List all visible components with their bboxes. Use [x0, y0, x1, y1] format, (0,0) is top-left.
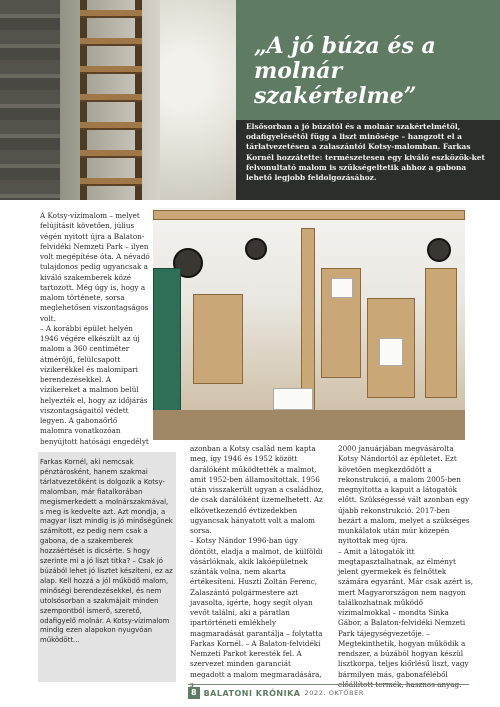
- article-title: „A jó búza és a molnár szakértelme”: [254, 33, 436, 109]
- page-footer: [188, 687, 364, 699]
- info-sign: [379, 338, 403, 366]
- ladder-rung: [80, 38, 142, 46]
- column-middle: [190, 444, 326, 690]
- paragraph: – Kotsy Nándor 1996-ban úgy döntött, eladja a malmot, de külföldi vásárlóknak, akik lakóépületnek szánták volna, nem akarta értékesíteni. Huszti Zoltán Ferenc, Zalaszántó polgármestere azt javasolta, igérte, hogy segít olyan vevőt találni, aki a páratlan ipartörténeti emlékhely magmaradását garantálja – folytatta Farkas Kornél. – A Balaton-felvidéki Nemzeti Parkot keresték fel. A szervezet minden garanciát megadott a malom megmaradására,: [190, 536, 323, 679]
- paragraph: – Amit a látogatók itt megtapasztalhatnak, az élményt jelent gyermekek és felnőttek számára egyaránt. Már csak azért is, mert Magyarországon nem nagyon találkozhatnak működő vízimalmokkal – mondta Sinka Gábor, a Balaton-felvidéki Nemzeti Park tájegységvezetője. – Megtekinthetik, hogyan működik a rendszer, a búzából hogyan készül lisztkorpa, teljes kiőrlésű liszt, vagy bármilyen más, gabonaféléből: [338, 546, 474, 679]
- lead-panel: [236, 120, 500, 200]
- ladder-rung: [80, 94, 142, 102]
- info-sign: [331, 278, 353, 298]
- article-lead: Elsősorban a jó búzától és a molnár szakértelmétől, odafigyelésétől függ a liszt minősége – hangzott el a tárlatvezetésen a zalaszántói Kotsy-malomban. Farkas Kornél hozzátette: természetesen egy kiváló eszközök-ket felvonultató malom is szükségeltetik ahhoz a gabona lehető legjobb feldolgozásához.: [246, 122, 485, 183]
- wooden-frame: [425, 268, 457, 398]
- ladder-rung: [80, 150, 142, 158]
- title-panel: [236, 0, 500, 120]
- wooden-machine: [193, 294, 243, 384]
- stone-wall: [0, 0, 60, 200]
- issue-date: 2022. OKTÓBER: [304, 689, 365, 697]
- ladder-rung: [80, 122, 142, 130]
- ceiling-beam: [153, 210, 465, 220]
- belt-wheel: [245, 238, 267, 260]
- mill-interior-photo: [153, 208, 465, 440]
- sidebar-text: Farkas Kornél, aki nemcsak pénztárosként, hanem szakmai tárlatvezetőként is dolgozik a Kotsy-malomban, már fiatalkorában megismerkedett a molnárszakmával, s meg is kedvelte azt. Azt mondja, a magyar liszt mindig is jó minőségűnek számított, ez pedig nem csak a gabona, de a szakemberek hozzáértését is dicsérte. S hogy szerinte mi a jó liszt titka? – Csak jó búzából lehet jó lisztet készíteni, ez az alap. Kell hozzá a jól működő malom, minőségi berendezésekkel, és nem utolsósorban a szakmájait minden szempontból ismerő, szerető, odafigyelő molnár. A Kotsy-vízimalom mindig ezen alapokon nyugvóan működött...: [40, 458, 173, 645]
- column-right: [338, 444, 474, 690]
- page-number: 8: [188, 687, 200, 699]
- ladder-rung: [80, 10, 142, 18]
- wooden-ladder: [80, 0, 142, 200]
- paragraph: azonban a Kotsy család nem kapta meg, így 1946 és 1952 között darálóként működtették a malmot, amit 1952-ben államosítottak. 1956 után visszakerült ugyan a családhoz, de csak darálóként üzemelhetett. Az elkövetkezendő évtizedekben ugyancsak hányatott volt a malom sorsa.: [190, 444, 324, 535]
- column-left: [40, 211, 150, 447]
- floor: [153, 410, 465, 440]
- sidebar-box: [38, 452, 176, 682]
- green-cabinet: [153, 268, 181, 418]
- paragraph: 2000 januárjában megvásárolta Kotsy Nándortól az épületet. Ezt követően megkezdődött a rekonstrukció, a malom 2005-ben megnyitotta a kapuit a látogatók előtt. Szükségessé vált azonban egy újabb rekonstrukció. 2017-ben bezárt a malom, melyet a szükséges munkálatok után múr közepén nyitottak meg újra.: [338, 444, 470, 546]
- info-sign: [273, 388, 313, 410]
- ladder-rung: [80, 178, 142, 186]
- ladder-photo: [0, 0, 236, 200]
- footer-divider: [188, 684, 469, 685]
- paragraph: – A korábbi épület helyén 1946 végére elkészült az új malom a 360 centiméter átmérőjű, felülcsapott vízikerékkel és malomipari berendezésekkel. A vízikereket a malmon belül helyezték el, hogy az időjárás viszontagságaitól védett legyen. A gabonaőrlő malomra vonatkozóan benyújtott hatósági engedélyt: [40, 323, 149, 446]
- magazine-name: BALATONI KRÓNIKA: [203, 688, 301, 698]
- whitewashed-wall: [160, 0, 236, 200]
- paragraph: A Kotsy-vízimalom – melyet felújításit követően, július végén nyitott újra a Balaton-felvidéki Nemzeti Park – ilyen volt megépítése óta. A névadó tulajdonos pedig ugyancsak a kiváló szakemberek közé tartozott. Még úgy is, hogy a malom története, sorsa meglehetősen viszontagságos volt.: [40, 211, 150, 323]
- belt-wheel: [427, 238, 451, 262]
- ladder-rung: [80, 66, 142, 74]
